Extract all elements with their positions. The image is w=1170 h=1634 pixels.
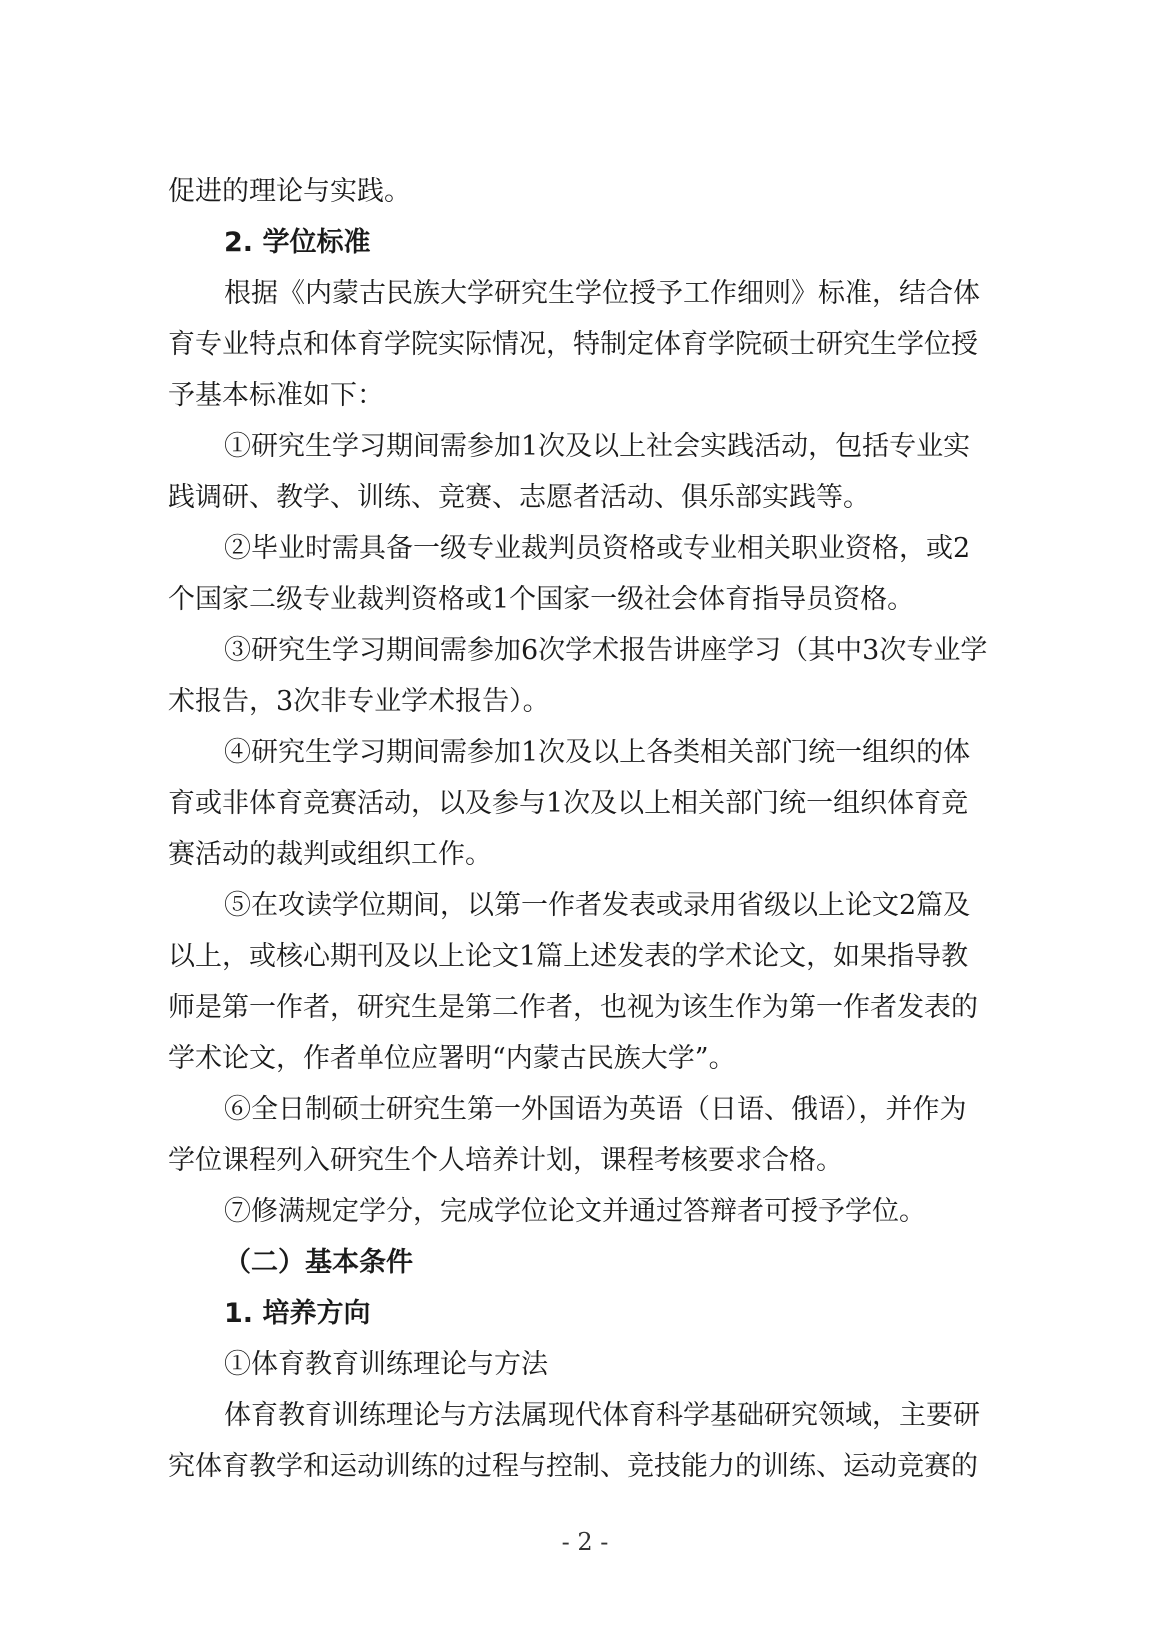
body-text-line: 学位课程列入研究生个人培养计划，课程考核要求合格。	[168, 1145, 843, 1176]
body-text-line: 赛活动的裁判或组织工作。	[168, 839, 492, 870]
body-text-line: 师是第一作者，研究生是第二作者，也视为该生作为第一作者发表的	[168, 992, 978, 1023]
body-text-line: 术报告，3次非专业学术报告）。	[168, 686, 550, 717]
list-item-7: ⑦修满规定学分，完成学位论文并通过答辩者可授予学位。	[224, 1196, 926, 1227]
body-text-line: 个国家二级专业裁判资格或1个国家一级社会体育指导员资格。	[168, 584, 915, 615]
body-text-line: 育或非体育竞赛活动，以及参与1次及以上相关部门统一组织体育竞	[168, 788, 969, 819]
subheading-direction-1: ①体育教育训练理论与方法	[224, 1349, 548, 1380]
body-text-line: 以上，或核心期刊及以上论文1篇上述发表的学术论文，如果指导教	[168, 941, 969, 972]
section-heading-training-direction: 1. 培养方向	[224, 1298, 371, 1329]
list-item-6: ⑥全日制硕士研究生第一外国语为英语（日语、俄语），并作为	[224, 1094, 967, 1125]
body-text-line: 予基本标准如下：	[168, 380, 384, 411]
list-item-4: ④研究生学习期间需参加1次及以上各类相关部门统一组织的体	[224, 737, 971, 768]
body-text-line: 体育教育训练理论与方法属现代体育科学基础研究领域，主要研	[224, 1400, 980, 1431]
body-text-line: 促进的理论与实践。	[168, 176, 411, 207]
document-body	[168, 166, 991, 1492]
body-text-line: 究体育教学和运动训练的过程与控制、竞技能力的训练、运动竞赛的	[168, 1451, 978, 1482]
body-text-line: 育专业特点和体育学院实际情况，特制定体育学院硕士研究生学位授	[168, 329, 978, 360]
list-item-3: ③研究生学习期间需参加6次学术报告讲座学习（其中3次专业学	[224, 635, 988, 666]
body-text-line: 学术论文，作者单位应署明“内蒙古民族大学”。	[168, 1043, 736, 1074]
list-item-2: ②毕业时需具备一级专业裁判员资格或专业相关职业资格，或2	[224, 533, 971, 564]
page-number: - 2 -	[561, 1528, 609, 1556]
body-text-line: 践调研、教学、训练、竞赛、志愿者活动、俱乐部实践等。	[168, 482, 870, 513]
section-heading-degree-standard: 2. 学位标准	[224, 227, 371, 258]
body-text-line: 根据《内蒙古民族大学研究生学位授予工作细则》标准，结合体	[224, 278, 980, 309]
section-heading-basic-conditions: （二）基本条件	[224, 1247, 413, 1278]
list-item-5: ⑤在攻读学位期间，以第一作者发表或录用省级以上论文2篇及	[224, 890, 971, 921]
list-item-1: ①研究生学习期间需参加1次及以上社会实践活动，包括专业实	[224, 431, 971, 462]
